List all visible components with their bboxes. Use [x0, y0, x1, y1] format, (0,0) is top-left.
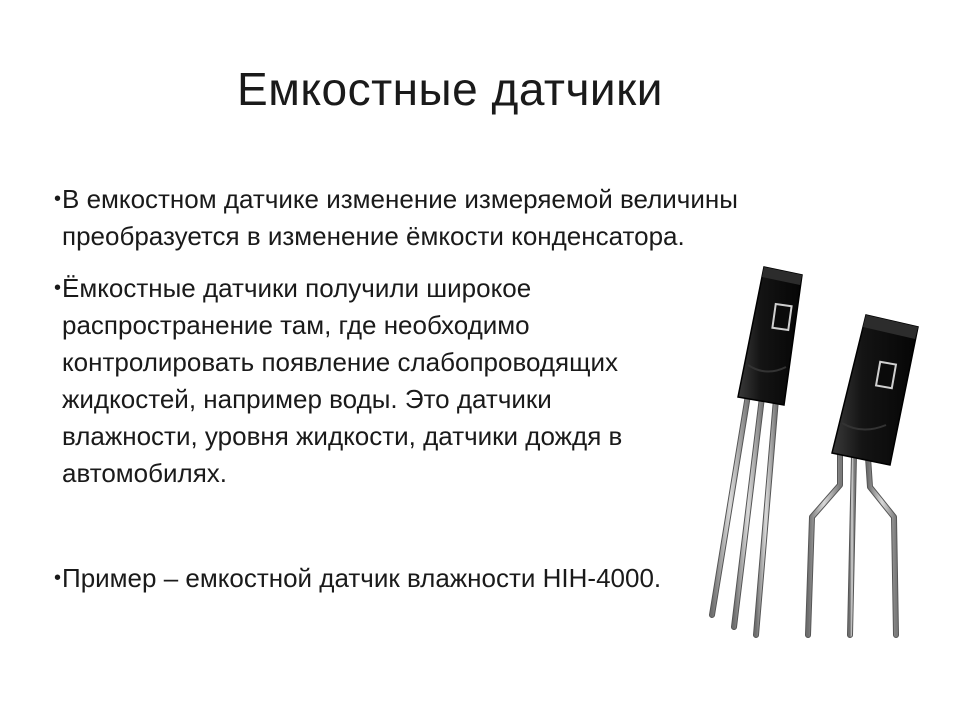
sensor-body	[738, 267, 802, 405]
bullet-marker: •	[54, 567, 62, 589]
bullet-text: Пример – емкостной датчик влажности HIH-4000.	[62, 563, 662, 593]
sensor-body	[832, 315, 918, 465]
sensor-leads	[712, 395, 776, 635]
bullet-text: В емкостном датчике изменение измеряемой величины преобразуется в изменение ёмкости конденсатора.	[62, 184, 738, 251]
slide-title: Емкостные датчики	[237, 63, 663, 115]
bullet-marker: •	[54, 277, 62, 299]
bullet-item-2	[54, 270, 662, 492]
sensor-left	[712, 267, 802, 635]
bullet-marker: •	[54, 188, 62, 210]
sensor-right	[808, 315, 918, 635]
sensor-leads	[808, 453, 896, 635]
bullet-item-3	[54, 560, 662, 597]
bullet-text: Ёмкостные датчики получили широкое распространение там, где необходимо контролировать появление слабопроводящих жидкостей, например воды. Это датчики влажности, уровня жидкости, датчики дождя в автомобилях.	[62, 273, 623, 488]
bullet-item-1	[54, 181, 902, 255]
sensor-window	[772, 304, 791, 330]
humidity-sensor-illustration	[690, 255, 940, 665]
sensor-window	[876, 362, 896, 388]
